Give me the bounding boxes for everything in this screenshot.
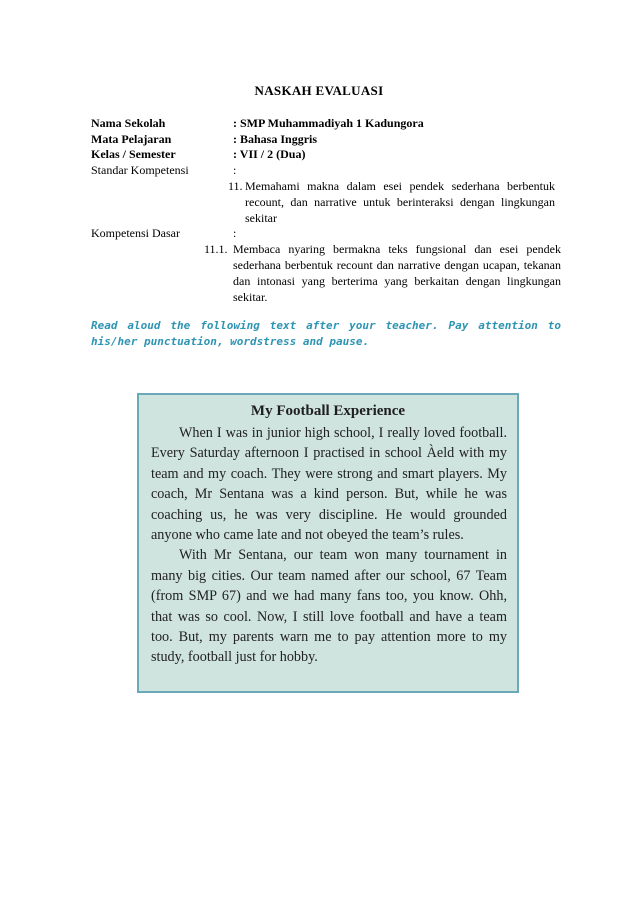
field-value: : xyxy=(233,226,237,240)
field-value: : xyxy=(233,163,237,177)
field-value: : SMP Muhammadiyah 1 Kadungora xyxy=(233,116,424,130)
field-label: Nama Sekolah xyxy=(91,116,166,130)
field-label: Standar Kompetensi xyxy=(91,163,189,177)
basic-competency-number: 11.1. xyxy=(204,242,228,256)
instruction-text: Read aloud the following text after your teacher. Pay attention to his/her punctuation, wordstress and pause. xyxy=(91,319,561,348)
reading-text-box xyxy=(137,393,519,693)
reading-paragraph: When I was in junior high school, I really loved football. Every Saturday afternoon I practised in school Àeld with my team and my coach. They were strong and smart players. My coach, Mr Sentana was a kind person. But, while he was coaching us, he was very discipline. He would grounded anyone who came late and not obeyed the team’s rules. xyxy=(151,425,507,544)
standard-text: Memahami makna dalam esei pendek sederhana berbentuk recount, dan narrative untuk berinteraksi dengan lingkungan sekitar xyxy=(245,179,555,225)
field-value: : VII / 2 (Dua) xyxy=(233,147,306,161)
standard-number: 11. xyxy=(228,179,243,193)
field-label: Kompetensi Dasar xyxy=(91,226,180,240)
field-label: Mata Pelajaran xyxy=(91,132,172,146)
reading-paragraph: With Mr Sentana, our team won many tournament in many big cities. Our team named after our school, 67 Team (from SMP 67) and we had many fans too, you know. Ohh, that was so cool. Now, I still love football and have a team too. But, my parents warn me to pay attention more to my study, football just for hobby. xyxy=(151,547,507,666)
field-label: Kelas / Semester xyxy=(91,147,176,161)
document-title: NASKAH EVALUASI xyxy=(254,83,384,98)
reading-title: My Football Experience xyxy=(250,403,406,419)
basic-competency-text: Membaca nyaring bermakna teks fungsional dan esei pendek sederhana berbentuk recount dan narrative dengan ucapan, tekanan dan intonasi yang berterima yang berkaitan dengan lingkungan sekitar. xyxy=(233,242,561,304)
reading-body xyxy=(151,423,507,668)
field-value: : Bahasa Inggris xyxy=(233,132,318,146)
